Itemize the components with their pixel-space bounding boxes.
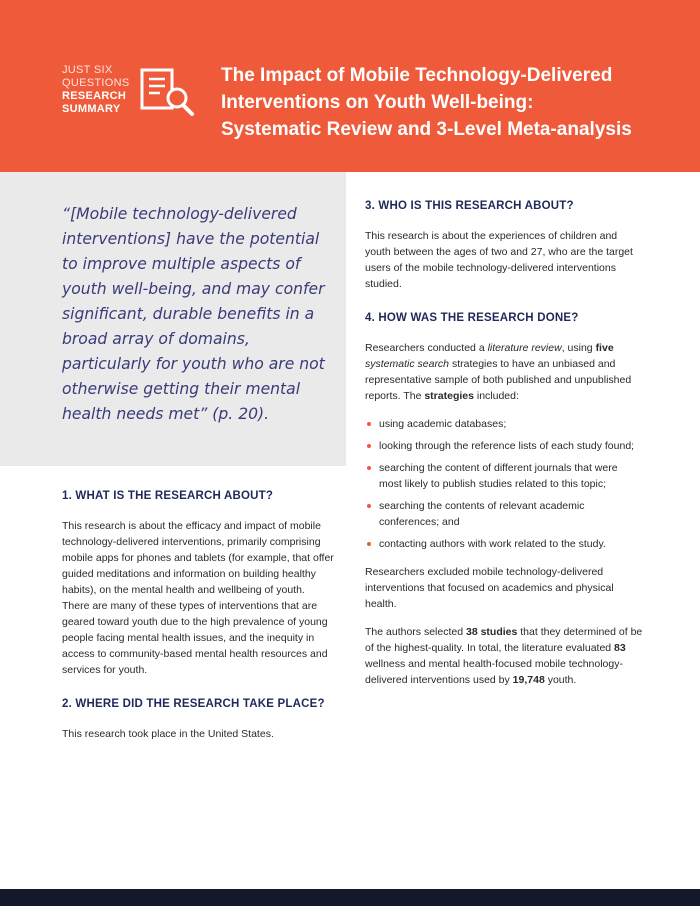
- title-line: The Impact of Mobile Technology-Delivered: [221, 65, 613, 86]
- header-banner: [0, 0, 700, 172]
- emphasis-youth-count: 19,748: [512, 674, 545, 686]
- brand-line: QUESTIONS: [62, 77, 130, 89]
- list-item: contacting authors with work related to the study.: [365, 536, 643, 552]
- section-where: [62, 698, 334, 742]
- emphasis-literature-review: literature review: [487, 342, 562, 354]
- quote-box: [0, 172, 346, 466]
- pull-quote: “[Mobile technology-delivered interventions] have the potential to improve multiple aspects of youth well-being, and may confer significant, durable benefits in a broad array of domains, particularly for youth who are not otherwise getting their mental health needs met” (p. 20).: [62, 205, 325, 423]
- emphasis-interventions-count: 83: [614, 642, 626, 654]
- text-run: strategies to have an unbiased and representative sample of both published and unpublished reports. The: [365, 358, 632, 402]
- text-run: wellness and mental health-focused mobile technology-delivered interventions used by: [365, 658, 623, 686]
- text-run: that they determined of be of the highest-quality. In total, the literature evaluated: [365, 626, 643, 654]
- exclusion-text: Researchers excluded mobile technology-delivered interventions that focused on academics and physical health.: [365, 566, 614, 610]
- brand-block: [62, 64, 130, 116]
- list-item: searching the content of different journals that were most likely to publish studies related to this topic;: [365, 460, 643, 492]
- emphasis-strategies: strategies: [424, 390, 474, 402]
- document-magnifier-icon: [140, 68, 200, 120]
- list-item: using academic databases;: [365, 416, 643, 432]
- brand-line: SUMMARY: [62, 103, 121, 115]
- emphasis-studies-count: 38 studies: [465, 626, 518, 638]
- text-run: Researchers conducted a: [365, 342, 488, 354]
- text-run: included:: [473, 390, 519, 402]
- section-body: This research took place in the United States.: [62, 728, 274, 740]
- section-heading: 1. WHAT IS THE RESEARCH ABOUT?: [62, 490, 274, 502]
- section-heading: 4. HOW WAS THE RESEARCH DONE?: [365, 312, 579, 324]
- section-how: [365, 312, 643, 688]
- method-intro: [365, 340, 643, 404]
- section-body: This research is about the efficacy and impact of mobile technology-delivered interventions, primarily comprising mobile apps for phones and tablets (for example, that offer guided meditations and information on building healthy habits), on the mental health and wellbeing of youth. There are many of these types of interventions that are geared toward youth due to the high prevalence of young people facing mental health issues, and the inequity in access to community-based mental health resources and services for youth.: [62, 520, 334, 676]
- section-body: This research is about the experiences of children and youth between the ages of two and 27, who are the target users of the mobile technology-delivered interventions studied.: [365, 230, 633, 290]
- strategies-list: [365, 416, 643, 552]
- right-column: [365, 200, 643, 708]
- emphasis-five: five: [595, 342, 614, 354]
- selection-text: [365, 624, 643, 688]
- page-title: [221, 62, 681, 143]
- left-column: [62, 490, 334, 762]
- section-heading: 2. WHERE DID THE RESEARCH TAKE PLACE?: [62, 698, 325, 710]
- footer-bar: [0, 889, 700, 906]
- list-item: searching the contents of relevant academic conferences; and: [365, 498, 643, 530]
- text-run: , using: [561, 342, 596, 354]
- section-what: [62, 490, 334, 678]
- brand-line: JUST SIX: [62, 64, 113, 76]
- text-run: youth.: [544, 674, 577, 686]
- title-line: Systematic Review and 3-Level Meta-analysis: [221, 119, 632, 140]
- emphasis-systematic-search: systematic search: [365, 358, 450, 370]
- text-run: The authors selected: [365, 626, 466, 638]
- list-item: looking through the reference lists of each study found;: [365, 438, 643, 454]
- section-who: [365, 200, 643, 292]
- title-line: Interventions on Youth Well-being:: [221, 92, 534, 113]
- brand-line: RESEARCH: [62, 90, 127, 102]
- section-heading: 3. WHO IS THIS RESEARCH ABOUT?: [365, 200, 574, 212]
